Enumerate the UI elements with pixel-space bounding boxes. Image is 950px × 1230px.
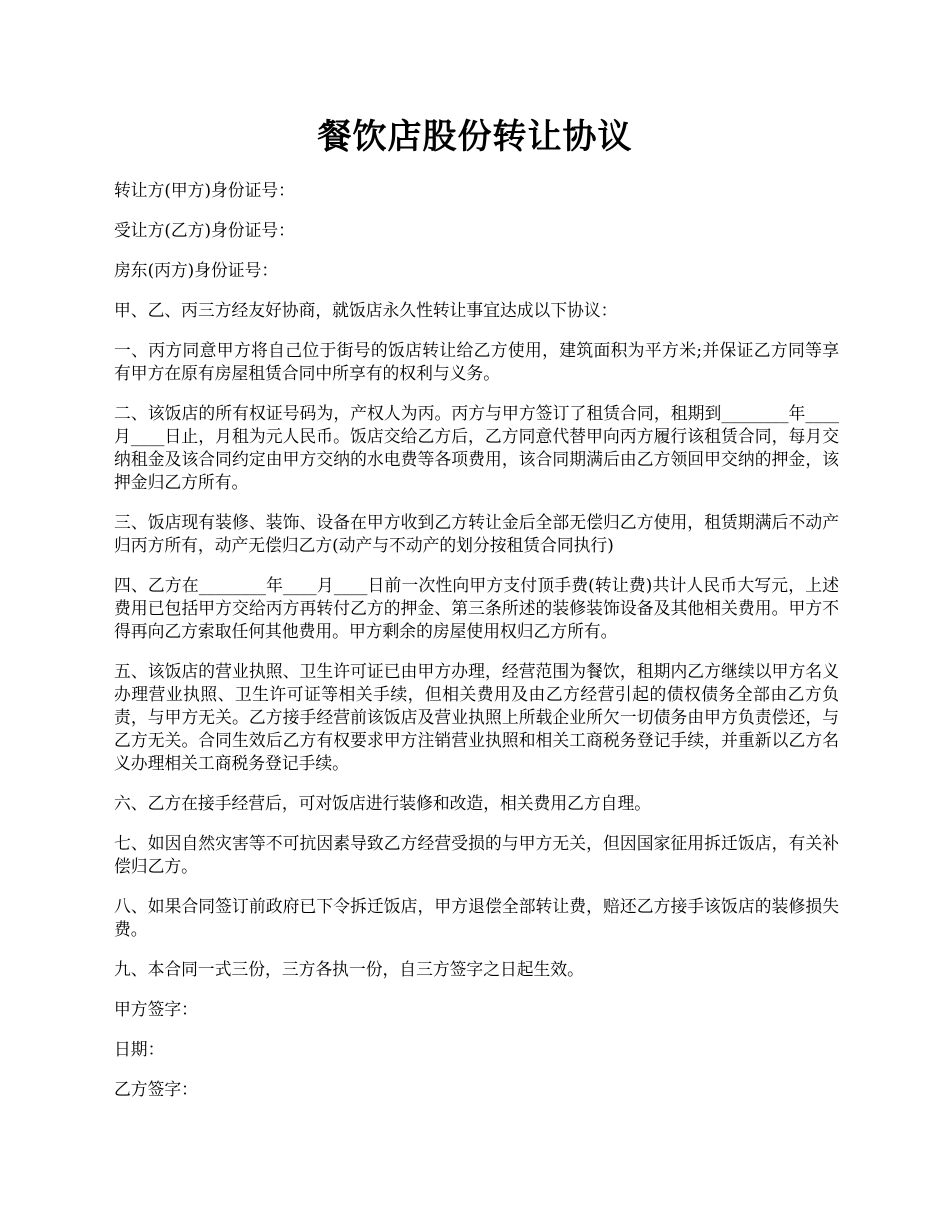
clause-3: 三、饭店现有装修、装饰、设备在甲方收到乙方转让金后全部无偿归乙方使用，租赁期满后不动产归丙方所有，动产无偿归乙方(动产与不动产的划分按租赁合同执行) bbox=[114, 512, 839, 555]
clause-4: 四、乙方在________年____月____日前一次性向甲方支付顶手费(转让费)共计人民币大写元，上述费用已包括甲方交给丙方再转付乙方的押金、第三条所述的装修装饰设备及其他相关费用。甲方不得再向乙方索取任何其他费用。甲方剩余的房屋使用权归乙方所有。 bbox=[114, 575, 839, 641]
paragraph-preamble: 甲、乙、丙三方经友好协商，就饭店永久性转让事宜达成以下协议： bbox=[114, 300, 618, 320]
signature-date: 日期： bbox=[114, 1039, 165, 1059]
paragraph-transferor-id: 转让方(甲方)身份证号： bbox=[114, 180, 295, 200]
signature-party-b: 乙方签字： bbox=[114, 1079, 198, 1099]
clause-8: 八、如果合同签订前政府已下令拆迁饭店，甲方退偿全部转让费，赔还乙方接手该饭店的装修损失费。 bbox=[114, 896, 839, 939]
signature-party-a: 甲方签字： bbox=[114, 999, 198, 1019]
clause-7: 七、如因自然灾害等不可抗因素导致乙方经营受损的与甲方无关，但因国家征用拆迁饭店，有关补偿归乙方。 bbox=[114, 833, 839, 876]
clause-1: 一、丙方同意甲方将自己位于街号的饭店转让给乙方使用，建筑面积为平方米;并保证乙方同等享有甲方在原有房屋租赁合同中所享有的权利与义务。 bbox=[114, 340, 839, 383]
clause-6: 六、乙方在接手经营后，可对饭店进行装修和改造，相关费用乙方自理。 bbox=[114, 793, 652, 813]
paragraph-landlord-id: 房东(丙方)身份证号： bbox=[114, 260, 279, 280]
document-title: 餐饮店股份转让协议 bbox=[317, 117, 633, 157]
clause-9: 九、本合同一式三份，三方各执一份，自三方签字之日起生效。 bbox=[114, 959, 584, 979]
document-body bbox=[114, 179, 839, 1118]
clause-2: 二、该饭店的所有权证号码为，产权人为丙。丙方与甲方签订了租赁合同，租期到________年____月____日止，月租为元人民币。饭店交给乙方后，乙方同意代替甲向丙方履行该租赁合同，每月交纳租金及该合同约定由甲方交纳的水电费等各项费用，该合同期满后由乙方领回甲交纳的押金，该押金归乙方所有。 bbox=[114, 403, 839, 492]
clause-5: 五、该饭店的营业执照、卫生许可证已由甲方办理，经营范围为餐饮，租期内乙方继续以甲方名义办理营业执照、卫生许可证等相关手续，但相关费用及由乙方经营引起的债权债务全部由乙方负责，与甲方无关。乙方接手经营前该饭店及营业执照上所载企业所欠一切债务由甲方负责偿还，与乙方无关。合同生效后乙方有权要求甲方注销营业执照和相关工商税务登记手续，并重新以乙方名义办理相关工商税务登记手续。 bbox=[114, 661, 839, 773]
paragraph-transferee-id: 受让方(乙方)身份证号： bbox=[114, 220, 295, 240]
